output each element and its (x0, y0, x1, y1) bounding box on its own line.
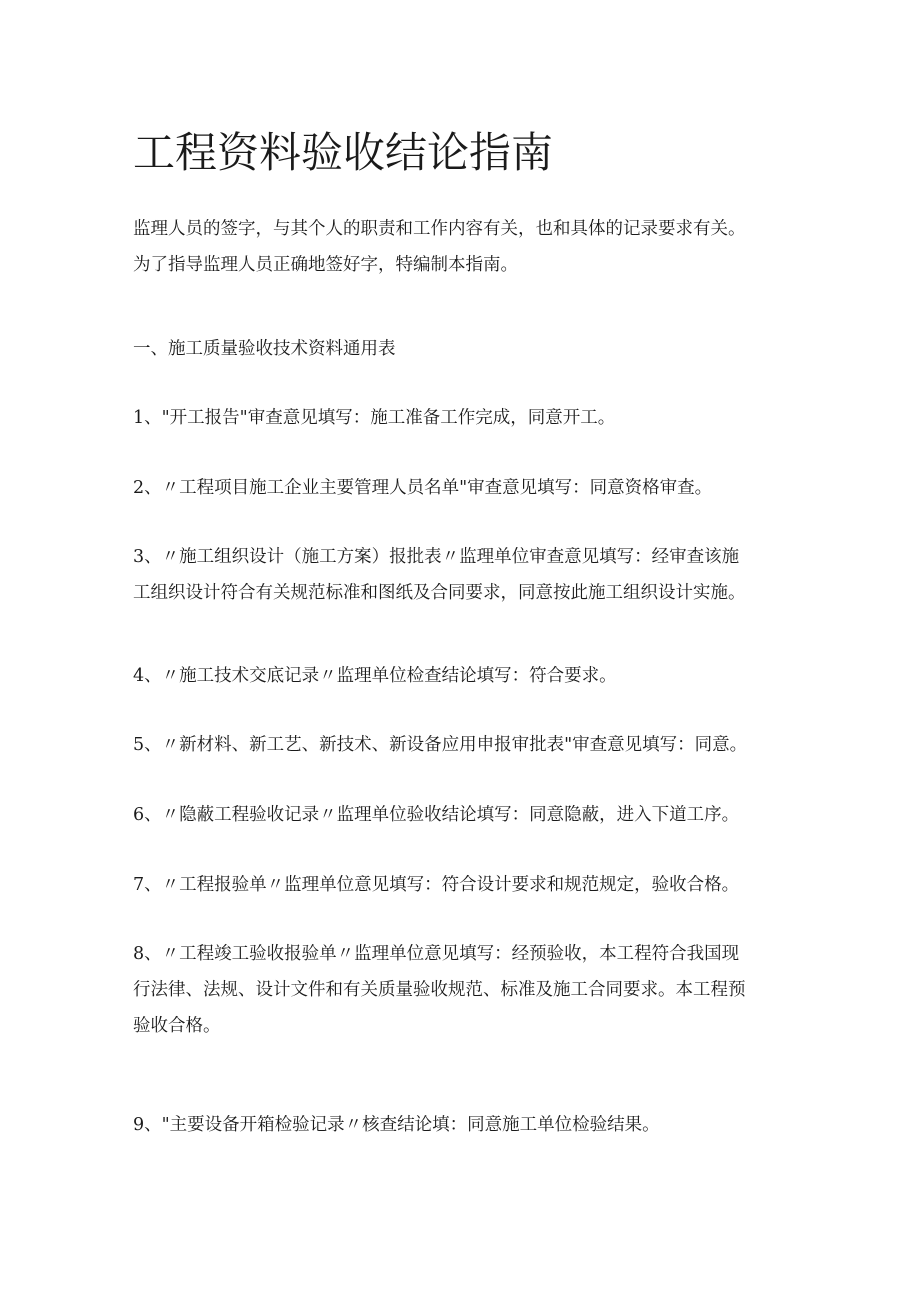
intro-line: 监理人员的签字，与其个人的职责和工作内容有关，也和具体的记录要求有关。 (133, 219, 746, 239)
list-item-line: 6、〃隐蔽工程验收记录〃监理单位验收结论填写：同意隐蔽，进入下道工序。 (133, 805, 740, 825)
list-item-line: 7、〃工程报验单〃监理单位意见填写：符合设计要求和规范规定，验收合格。 (133, 875, 740, 895)
list-item (133, 540, 793, 612)
list-item (133, 868, 793, 902)
list-item (133, 798, 793, 832)
list-item-line: 1、"开工报告"审查意见填写：施工准备工作完成，同意开工。 (133, 408, 616, 428)
document-title: 工程资料验收结论指南 (133, 128, 554, 177)
list-item (133, 728, 793, 762)
list-item (133, 1108, 793, 1142)
list-item-line: 9、"主要设备开箱检验记录〃核查结论填：同意施工单位检验结果。 (133, 1115, 660, 1135)
list-item (133, 659, 793, 693)
list-item-line: 4、〃施工技术交底记录〃监理单位检查结论填写：符合要求。 (133, 666, 617, 686)
list-item (133, 937, 793, 1045)
list-item-line: 2、〃工程项目施工企业主要管理人员名单"审查意见填写：同意资格审查。 (133, 478, 713, 498)
list-item (133, 471, 793, 505)
list-item-line: 行法律、法规、设计文件和有关质量验收规范、标准及施工合同要求。本工程预 (133, 980, 746, 1000)
list-item-line: 验收合格。 (133, 1016, 221, 1036)
list-item-line: 工组织设计符合有关规范标准和图纸及合同要求，同意按此施工组织设计实施。 (133, 583, 746, 603)
list-item-line: 8、〃工程竣工验收报验单〃监理单位意见填写：经预验收，本工程符合我国现 (133, 944, 740, 964)
section-heading (133, 332, 793, 366)
list-item-line: 5、〃新材料、新工艺、新技术、新设备应用申报审批表"审查意见填写：同意。 (133, 735, 748, 755)
list-item (133, 401, 793, 435)
list-item-line: 3、〃施工组织设计（施工方案）报批表〃监理单位审查意见填写：经审查该施 (133, 547, 740, 567)
intro-line: 为了指导监理人员正确地签好字，特编制本指南。 (133, 255, 518, 275)
intro-paragraph (133, 212, 793, 284)
section-heading-text: 一、施工质量验收技术资料通用表 (133, 339, 396, 359)
